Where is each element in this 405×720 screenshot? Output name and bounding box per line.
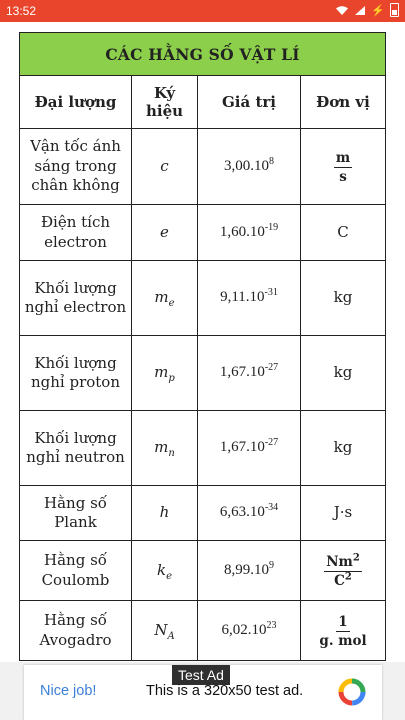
battery-icon xyxy=(390,3,399,17)
quantity-cell: Khối lượng nghỉ neutron xyxy=(20,411,132,486)
symbol-cell: $m_e$ xyxy=(132,261,198,336)
value-cell: $6,63.10^{-34}$ xyxy=(198,486,301,541)
symbol-cell: c xyxy=(132,129,198,205)
header-symbol: Ký hiệu xyxy=(132,76,198,129)
unit-cell: C xyxy=(301,205,386,261)
table-row xyxy=(20,129,386,205)
quantity-cell: Hằng số Avogadro xyxy=(20,601,132,661)
symbol-cell: $m_n$ xyxy=(132,411,198,486)
header-unit: Đơn vị xyxy=(301,76,386,129)
status-icons xyxy=(335,3,399,17)
table-row xyxy=(20,336,386,411)
table-row xyxy=(20,411,386,486)
quantity-cell: Khối lượng nghỉ proton xyxy=(20,336,132,411)
value-cell: 3,00.10$^8$ xyxy=(198,129,301,205)
table-row xyxy=(20,601,386,661)
unit-cell: kg xyxy=(301,336,386,411)
symbol-cell: $m_p$ xyxy=(132,336,198,411)
ad-text: This is a 320x50 test ad. xyxy=(146,683,304,699)
signal-icon xyxy=(354,5,366,16)
quantity-cell: Hằng số Coulomb xyxy=(20,541,132,601)
unit-cell: J·s xyxy=(301,486,386,541)
ad-logo-icon[interactable] xyxy=(336,676,368,708)
wifi-icon xyxy=(335,5,349,16)
value-cell: $1,67.10^{-27}$ xyxy=(198,411,301,486)
symbol-cell: e xyxy=(132,205,198,261)
value-cell: $9,11.10^{-31}$ xyxy=(198,261,301,336)
status-bar xyxy=(0,0,405,22)
quantity-cell: Khối lượng nghỉ electron xyxy=(20,261,132,336)
quantity-cell: Vận tốc ánh sáng trong chân không xyxy=(20,129,132,205)
unit-cell: $\frac{Nm^2}{C^2}$ xyxy=(301,541,386,601)
symbol-cell: h xyxy=(132,486,198,541)
value-cell: 6,02.10$^{23}$ xyxy=(198,601,301,661)
symbol-cell: $k_e$ xyxy=(132,541,198,601)
header-value: Giá trị xyxy=(198,76,301,129)
table-row xyxy=(20,541,386,601)
unit-cell: $\frac{1}{\text{g. mol}}$ xyxy=(301,601,386,661)
ad-cta[interactable]: Nice job! xyxy=(40,683,97,699)
quantity-cell: Hằng số Plank xyxy=(20,486,132,541)
unit-cell: kg xyxy=(301,411,386,486)
table-row xyxy=(20,486,386,541)
value-cell: $1,67.10^{-27}$ xyxy=(198,336,301,411)
table-row xyxy=(20,205,386,261)
table-row xyxy=(20,261,386,336)
ad-banner[interactable] xyxy=(24,665,382,720)
physics-constants-table xyxy=(19,32,385,661)
unit-cell: $\frac{m}{s}$ xyxy=(301,129,386,205)
symbol-cell: $N_A$ xyxy=(132,601,198,661)
table-title: CÁC HẰNG SỐ VẬT LÍ xyxy=(20,33,386,76)
status-time: 13:52 xyxy=(6,4,37,18)
ad-badge: Test Ad xyxy=(172,665,230,685)
quantity-cell: Điện tích electron xyxy=(20,205,132,261)
value-cell: $1,60.10^{-19}$ xyxy=(198,205,301,261)
charging-icon: ⚡ xyxy=(371,4,385,17)
unit-cell: kg xyxy=(301,261,386,336)
value-cell: 8,99.10$^9$ xyxy=(198,541,301,601)
header-quantity: Đại lượng xyxy=(20,76,132,129)
